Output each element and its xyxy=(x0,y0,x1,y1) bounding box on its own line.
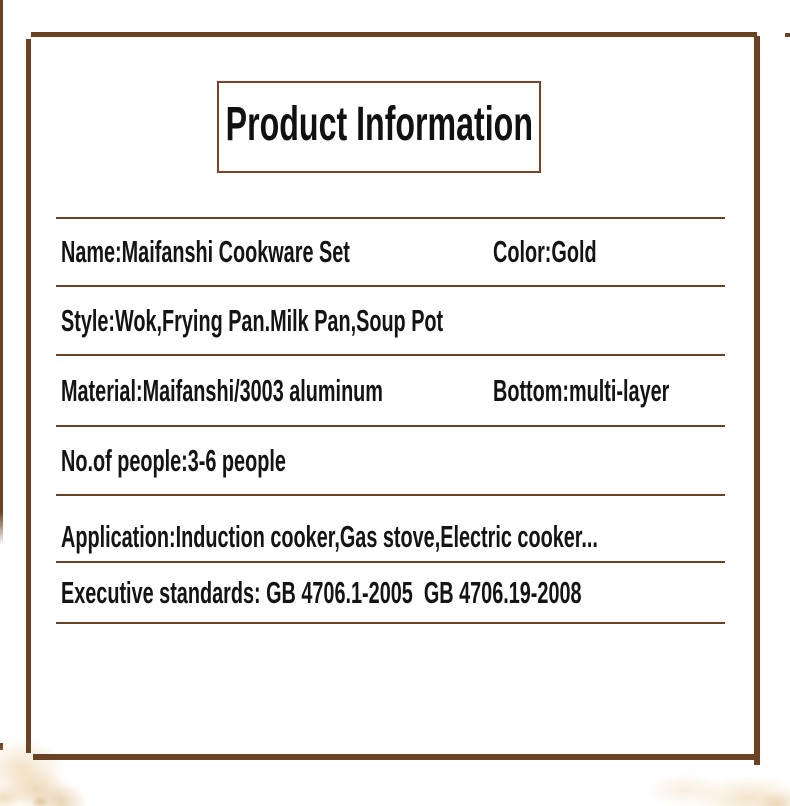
top-right-speck xyxy=(785,33,790,37)
table-row-style xyxy=(56,287,725,356)
spec-people: No.of people:3-6 people xyxy=(61,442,286,478)
left-edge-strip xyxy=(0,0,3,545)
frame-border-bottom xyxy=(33,754,760,760)
table-row-people xyxy=(56,427,725,496)
spec-bottom: Bottom:multi-layer xyxy=(493,372,670,408)
watercolor-texture-bottom-left xyxy=(0,690,142,806)
spec-color: Color:Gold xyxy=(493,234,597,269)
frame-border-top xyxy=(31,32,757,37)
spec-standards: Executive standards: GB 4706.1-2005 GB 4706.19-2008 xyxy=(61,574,582,610)
spec-application: Application:Induction cooker,Gas stove,Electric cooker... xyxy=(61,518,598,554)
table-row-material-bottom xyxy=(56,356,725,427)
watercolor-texture-bottom-right xyxy=(625,758,790,806)
spec-name: Name:Maifanshi Cookware Set xyxy=(61,234,350,269)
page-title: Product Information xyxy=(225,97,533,151)
table-row-name-color xyxy=(56,219,725,287)
spec-table xyxy=(56,217,725,624)
frame-border-left xyxy=(26,39,31,753)
spec-material: Material:Maifanshi/3003 aluminum xyxy=(61,372,383,408)
title-box xyxy=(217,81,541,173)
table-row-standards xyxy=(56,563,725,624)
spec-style: Style:Wok,Frying Pan.Milk Pan,Soup Pot xyxy=(61,302,444,338)
table-row-application xyxy=(56,496,725,563)
frame-border-right xyxy=(754,36,760,765)
